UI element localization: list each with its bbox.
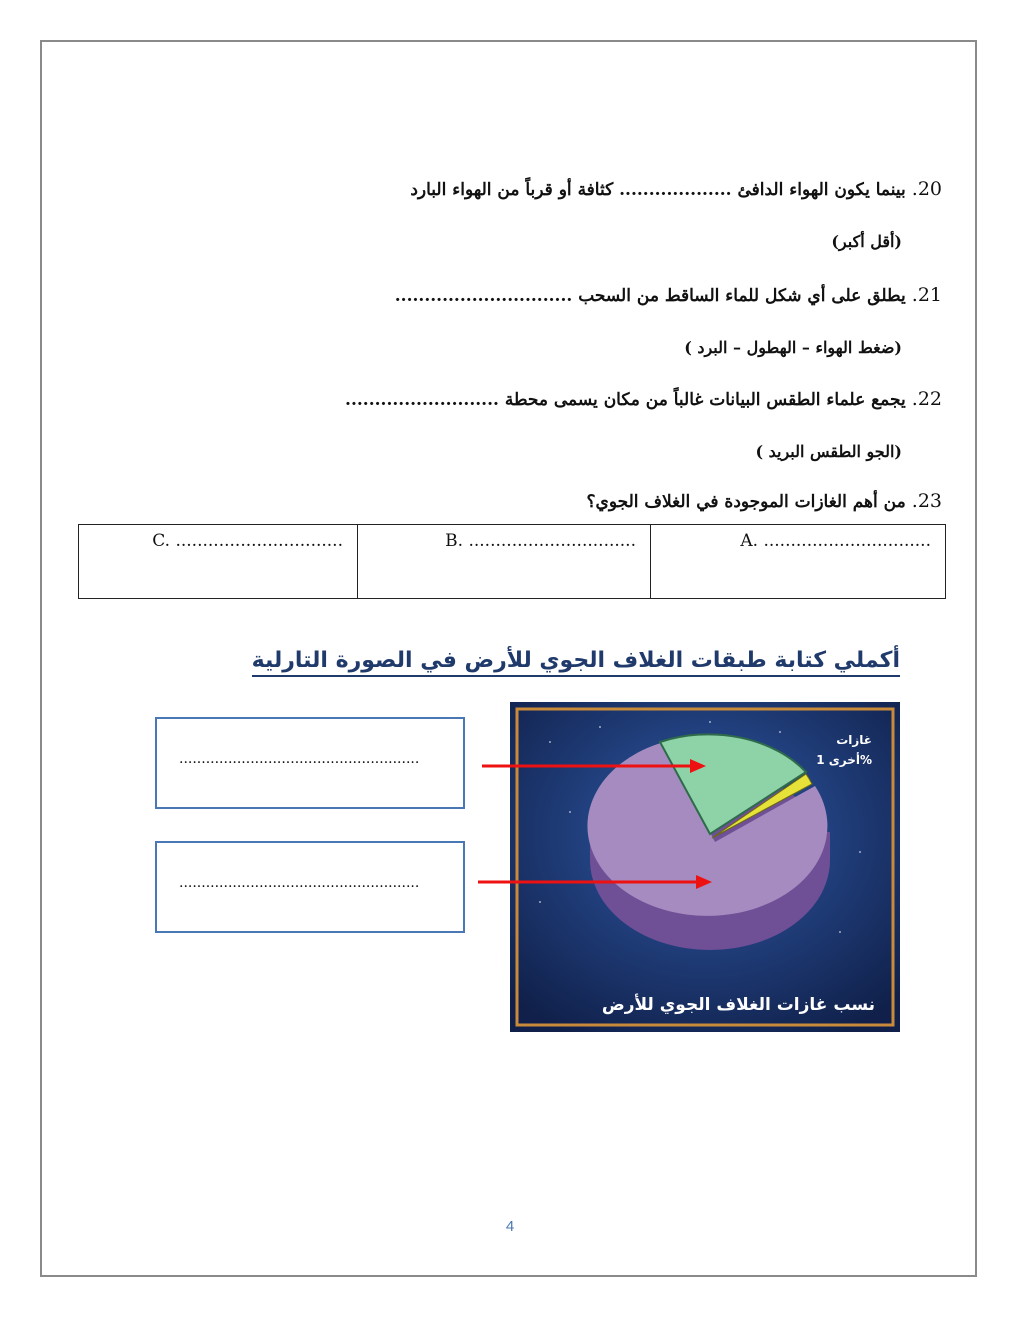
page-number: 4 [505, 1218, 515, 1235]
question-22-options: (الجو الطقس البريد ) [755, 442, 902, 461]
answer-box-bottom[interactable] [155, 841, 465, 933]
arrow-top [480, 756, 710, 776]
question-text: يجمع علماء الطقس البيانات غالباً من مكان يسمى محطة .......................... [345, 390, 906, 410]
image-caption: نسب غازات الغلاف الجوي للأرض [601, 995, 875, 1015]
answer-dots: ...................................................... [179, 875, 420, 891]
arrow-bottom [476, 872, 716, 892]
question-number: 22 [917, 388, 942, 410]
question-20-options: (أقل أكبر) [831, 232, 902, 251]
answer-box-top[interactable] [155, 717, 465, 809]
question-21-options: (ضغط الهواء – الهطول – البرد ) [684, 338, 902, 357]
answer-cell-c[interactable]: C. ............................... [79, 525, 358, 599]
question-22: 22. يجمع علماء الطقس البيانات غالباً من مكان يسمى محطة .......................... [345, 388, 942, 410]
answer-cell-b[interactable]: B. ............................... [358, 525, 651, 599]
section-title: أكملي كتابة طبقات الغلاف الجوي للأرض في الصورة التارلية [252, 648, 900, 677]
question-number: 21 [917, 284, 942, 306]
question-text: من أهم الغازات الموجودة في الغلاف الجوي؟ [586, 492, 906, 512]
question-23: 23. من أهم الغازات الموجودة في الغلاف الجوي؟ [586, 490, 942, 512]
question-21: 21. يطلق على أي شكل للماء الساقط من السحب .............................. [394, 284, 942, 306]
atmosphere-gases-pie-image [510, 702, 900, 1032]
answer-cell-a[interactable]: A. ............................... [651, 525, 946, 599]
question-text: بينما يكون الهواء الدافئ ................... كثافة أو قرباً من الهواء البارد [410, 180, 906, 200]
answer-dots: ...................................................... [179, 751, 420, 767]
question-number: 23 [917, 490, 942, 512]
gas-answer-table [78, 524, 946, 599]
question-number: 20 [917, 178, 942, 200]
label-other-percent: أخرى 1% [816, 753, 872, 767]
question-text: يطلق على أي شكل للماء الساقط من السحب .............................. [394, 286, 906, 306]
label-other-gases: غازات [836, 733, 872, 747]
question-20: 20. بينما يكون الهواء الدافئ ................... كثافة أو قرباً من الهواء البارد [410, 178, 942, 200]
